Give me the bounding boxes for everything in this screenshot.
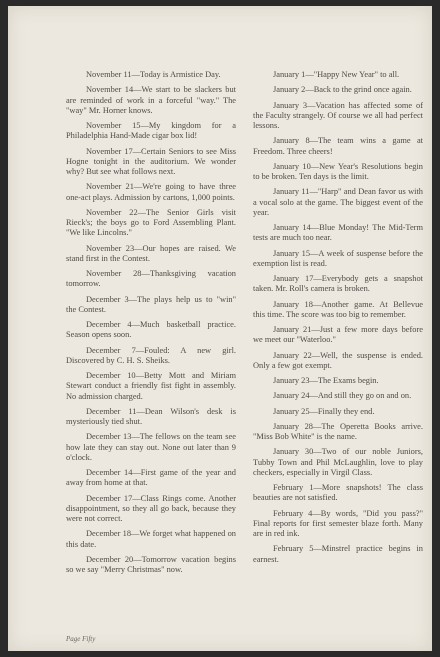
diary-entry: January 14—Blue Monday! The Mid-Term tests are much too near. [253, 223, 423, 243]
right-column [253, 70, 423, 570]
diary-entry: December 7—Fouled: A new girl. Discovered by C. H. S. Sheiks. [66, 345, 236, 365]
diary-entry: December 4—Much basketball practice. Season opens soon. [66, 320, 236, 340]
diary-entry: January 18—Another game. At Bellevue this time. The score was too big to remember. [253, 299, 423, 319]
diary-entry: February 1—More snapshots! The class beauties are not satisfied. [253, 483, 423, 503]
diary-entry: January 1—"Happy New Year" to all. [273, 70, 400, 79]
diary-entry: January 15—A week of suspense before the exemption list is read. [253, 248, 423, 268]
diary-entry: January 3—Vacation has affected some of the Faculty strangely. Of course we all had perfect lessons. [253, 100, 423, 130]
diary-entry: January 10—New Year's Resolutions begin to be broken. Ten days is the limit. [253, 161, 423, 181]
diary-entry: December 3—The plays help us to "win" the Contest. [66, 294, 236, 314]
diary-entry: November 15—My kingdom for a Philadelphia Hand-Made cigar box lid! [66, 121, 236, 141]
diary-entry: January 24—And still they go on and on. [273, 391, 412, 401]
diary-entry: January 30—Two of our noble Juniors, Tubby Town and Phil McLaughlin, love to play checkers, especially in Virgil Class. [253, 447, 423, 477]
diary-entry: December 10—Betty Mott and Miriam Stewart conduct a friendly fist fight in assembly. No admission charged. [66, 371, 236, 401]
diary-entry: January 2—Back to the grind once again. [273, 85, 412, 95]
diary-entry: December 20—Tomorrow vacation begins so we say "Merry Christmas" now. [66, 554, 236, 574]
diary-entry: January 23—The Exams begin. [273, 376, 379, 385]
diary-entry: November 11—Today is Armistice Day. [86, 70, 221, 79]
diary-entry: November 17—Certain Seniors to see Miss Hogne tonight in the auditorium. We wonder why? But see what follows next. [66, 146, 236, 176]
diary-entry: January 11—"Harp" and Dean favor us with a vocal solo at the game. The biggest event of the year. [253, 187, 423, 217]
diary-entry: February 5—Minstrel practice begins in earnest. [253, 544, 423, 564]
diary-entry: January 22—Well, the suspense is ended. Only a few got exempt. [253, 350, 423, 370]
diary-entry: January 25—Finally they end. [273, 406, 375, 416]
diary-entry: December 17—Class Rings come. Another disappointment, so they all go back, because they were not correct. [66, 493, 236, 523]
diary-entry: January 21—Just a few more days before we meet our "Waterloo." [253, 325, 423, 345]
diary-entry: November 21—We're going to have three one-act plays. Admission by cartons, 1,000 points. [66, 182, 236, 202]
page-number: Page Fifty [66, 635, 96, 643]
diary-entry: January 17—Everybody gets a snapshot taken. Mr. Roll's camera is broken. [253, 274, 423, 294]
diary-entry: December 18—We forget what happened on this date. [66, 529, 236, 549]
left-column [66, 70, 236, 580]
diary-entry: January 8—The team wins a game at Freedom. Three cheers! [253, 136, 423, 156]
diary-entry: November 22—The Senior Girls visit Rieck's; the boys go to Ford Assembling Plant. "We like Lincolns." [66, 207, 236, 238]
diary-entry: December 14—First game of the year and away from home at that. [66, 468, 236, 488]
diary-entry: November 23—Our hopes are raised. We stand first in the Contest. [66, 243, 236, 263]
diary-entry: December 13—The fellows on the team see how late they can stay out. None out later than 9 o'clock. [66, 432, 236, 462]
diary-entry: November 28—Thanksgiving vacation tomorrow. [66, 269, 236, 289]
diary-entry: January 28—The Operetta Books arrive. "Miss Bob White" is the name. [253, 421, 423, 441]
diary-entry: February 4—By words, "Did you pass?" Final reports for first semester blaze forth. Many are in red ink. [253, 508, 423, 538]
diary-entry: December 11—Dean Wilson's desk is mysteriously tied shut. [66, 406, 236, 426]
yearbook-page [8, 6, 432, 651]
diary-entry: November 14—We start to be slackers but are reminded of work in a forceful "way." The "way" Mr. Horner knows. [66, 85, 236, 115]
